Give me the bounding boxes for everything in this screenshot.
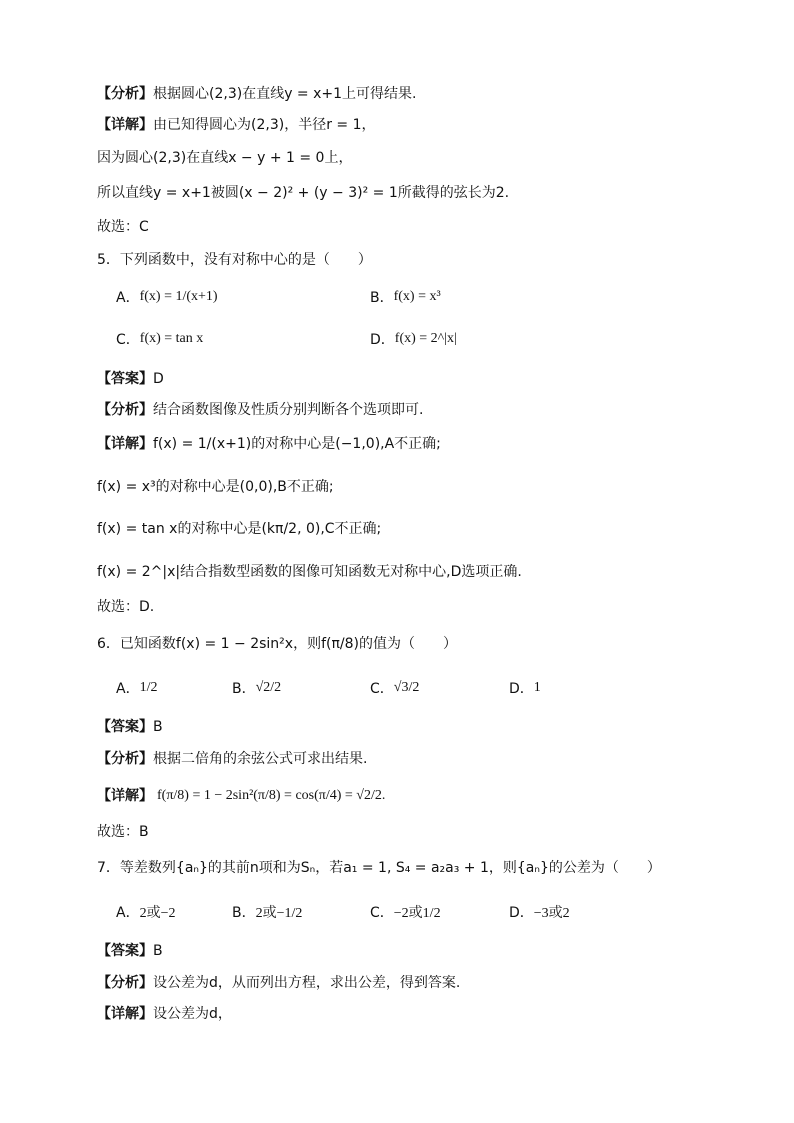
line-analysis-q4 (97, 82, 416, 106)
detail-text: f(x) = x³的对称中心是(0,0),B不正确; (97, 479, 334, 495)
q6-option-d (509, 673, 541, 703)
q5-answer (97, 367, 164, 391)
answer-tag: 【答案】 (97, 371, 153, 387)
detail-text: 由已知得圆心为(2,3)，半径r = 1， (153, 117, 376, 133)
q7-option-a (116, 897, 175, 927)
analysis-tag: 【分析】 (97, 975, 153, 991)
q5-analysis (97, 398, 423, 422)
q7-option-c (370, 897, 441, 927)
analysis-text: 根据圆心(2,3)在直线y = x+1上可得结果. (153, 86, 417, 102)
q6-option-c (370, 673, 419, 703)
q5-option-b-math: f(x) = x³ (393, 289, 441, 304)
detail-tag: 【详解】 (97, 1006, 153, 1022)
q6-option-a-math: 1/2 (139, 680, 158, 695)
q6-option-b (232, 673, 281, 703)
detail-text: f(x) = 1/(x+1)的对称中心是(−1,0),A不正确; (153, 436, 441, 452)
q5-option-c-math: f(x) = tan x (139, 331, 204, 346)
analysis-text: 结合函数图像及性质分别判断各个选项即可. (153, 402, 424, 418)
detail-tag: 【详解】 (97, 117, 153, 133)
q5-option-d-label: D． (370, 332, 395, 348)
q5-choose (97, 595, 154, 619)
q6-choose (97, 820, 149, 844)
choose-text: 故选：D. (97, 599, 155, 615)
answer-value: B (153, 943, 163, 959)
q5-detail-4 (97, 560, 522, 584)
q6-option-a (116, 673, 157, 703)
line-choose-q4 (97, 215, 149, 239)
q7-option-b-label: B． (232, 905, 256, 921)
q5-option-d-math: f(x) = 2^|x| (394, 331, 457, 346)
question-5-stem (97, 248, 372, 272)
q7-analysis (97, 971, 460, 995)
q7-option-c-math: −2或1/2 (393, 906, 441, 921)
q5-option-b-label: B． (370, 290, 394, 306)
q6-option-d-math: 1 (533, 680, 541, 695)
analysis-tag: 【分析】 (97, 751, 153, 767)
q6-option-d-label: D． (509, 681, 534, 697)
q6-option-c-label: C． (370, 681, 394, 697)
line-detail-2 (97, 146, 352, 170)
q7-option-b (232, 897, 302, 927)
q5-option-c (116, 324, 203, 354)
q7-option-a-label: A． (116, 905, 140, 921)
q5-option-b (370, 282, 441, 312)
q5-option-d (370, 324, 457, 354)
q7-option-d-math: −3或2 (533, 906, 570, 921)
line-detail-3 (97, 181, 509, 205)
question-6-stem (97, 632, 457, 656)
analysis-tag: 【分析】 (97, 86, 153, 102)
q5-option-a (116, 282, 218, 312)
q6-option-b-math: √2/2 (255, 680, 282, 695)
q6-option-b-label: B． (232, 681, 256, 697)
q5-detail-2 (97, 475, 334, 499)
q5-detail-1 (97, 432, 441, 456)
q6-answer (97, 715, 163, 739)
q6-option-a-label: A． (116, 681, 140, 697)
q7-option-b-math: 2或−1/2 (255, 906, 303, 921)
q7-option-d (509, 897, 570, 927)
detail-text: f(x) = 2^|x|结合指数型函数的图像可知函数无对称中心,D选项正确. (97, 564, 522, 580)
detail-text-3: 所以直线y = x+1被圆(x − 2)² + (y − 3)² = 1所截得的弦长为2. (97, 185, 510, 201)
question-7-stem (97, 856, 661, 880)
detail-tag: 【详解】 (97, 788, 153, 804)
analysis-tag: 【分析】 (97, 402, 153, 418)
analysis-text: 根据二倍角的余弦公式可求出结果. (153, 751, 368, 767)
answer-tag: 【答案】 (97, 719, 153, 735)
answer-tag: 【答案】 (97, 943, 153, 959)
detail-text: 设公差为d， (153, 1006, 232, 1022)
q6-stem-text: 6．已知函数f(x) = 1 − 2sin²x，则f(π/8)的值为（ ） (97, 636, 457, 652)
line-detail-q4 (97, 113, 375, 137)
q7-stem-text: 7．等差数列{aₙ}的其前n项和为Sₙ，若a₁ = 1, S₄ = a₂a₃ + 1，则{aₙ}的公差为（ ） (97, 860, 661, 876)
q7-option-a-math: 2或−2 (139, 906, 176, 921)
q7-answer (97, 939, 163, 963)
q6-analysis (97, 747, 367, 771)
q5-option-a-math: f(x) = 1/(x+1) (139, 289, 218, 304)
choose-text: 故选：B (97, 824, 149, 840)
choose-text: 故选：C (97, 219, 149, 235)
q5-option-a-label: A． (116, 290, 140, 306)
analysis-text: 设公差为d，从而列出方程，求出公差，得到答案. (153, 975, 461, 991)
q7-option-d-label: D． (509, 905, 534, 921)
q7-detail (97, 1002, 232, 1026)
answer-value: D (153, 371, 164, 387)
q5-stem-text: 5．下列函数中，没有对称中心的是（ ） (97, 252, 372, 268)
q7-option-c-label: C． (370, 905, 394, 921)
answer-value: B (153, 719, 163, 735)
q5-detail-3 (97, 517, 381, 541)
q6-option-c-math: √3/2 (393, 680, 420, 695)
detail-text-2: 因为圆心(2,3)在直线x − y + 1 = 0上， (97, 150, 353, 166)
detail-text: f(π/8) = 1 − 2sin²(π/8) = cos(π/4) = √2/2. (157, 788, 386, 803)
detail-tag: 【详解】 (97, 436, 153, 452)
detail-text: f(x) = tan x的对称中心是(kπ/2, 0),C不正确; (97, 521, 382, 537)
q6-detail (97, 784, 385, 808)
q5-option-c-label: C． (116, 332, 140, 348)
